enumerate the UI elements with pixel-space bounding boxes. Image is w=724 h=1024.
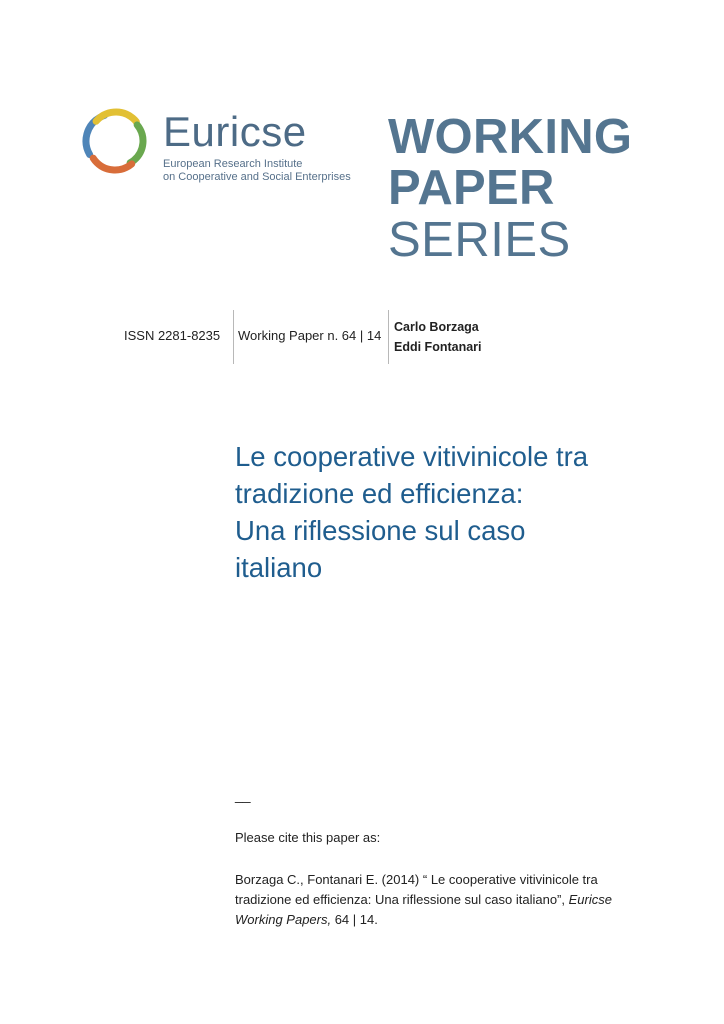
paper-meta-row [0,310,724,364]
meta-divider [233,310,234,364]
citation-text [235,870,635,930]
author-name: Eddi Fontanari [394,340,482,354]
title-line: tradizione ed efficienza: [235,478,524,509]
title-line: Le cooperative vitivinicole tra [235,441,589,472]
series-line-series: SERIES [388,213,571,267]
brand-subtitle-line2: on Cooperative and Social Enterprises [163,171,351,183]
authors-list [394,317,482,357]
series-line-working: WORKING [388,110,633,164]
title-line: Una riflessione sul caso [235,515,526,546]
series-line-paper: PAPER [388,161,555,215]
citation-tail: 64 | 14. [331,912,378,927]
issn-label: ISSN 2281-8235 [124,328,221,343]
working-paper-number: Working Paper n. 64 | 14 [238,328,382,343]
cite-label: Please cite this paper as: [235,830,381,845]
working-paper-series-heading [388,112,632,266]
brand-subtitle-line1: European Research Institute [163,158,303,170]
author-name: Carlo Borzaga [394,320,479,334]
citation-plain: Borzaga C., Fontanari E. (2014) “ Le cooperative vitivinicole tra tradizione ed efficienza: Una riflessione sul caso italiano”, [235,872,598,907]
brand-subtitle [163,158,351,184]
brand-block [163,110,351,184]
paper-title [235,438,655,586]
brand-name: Euricse [163,108,307,155]
euricse-logo-icon [80,106,150,176]
separator-dash: __ [235,787,251,803]
meta-divider [388,310,389,364]
title-line: italiano [235,552,323,583]
citation-italic: Euricse Working Papers, [235,892,612,927]
